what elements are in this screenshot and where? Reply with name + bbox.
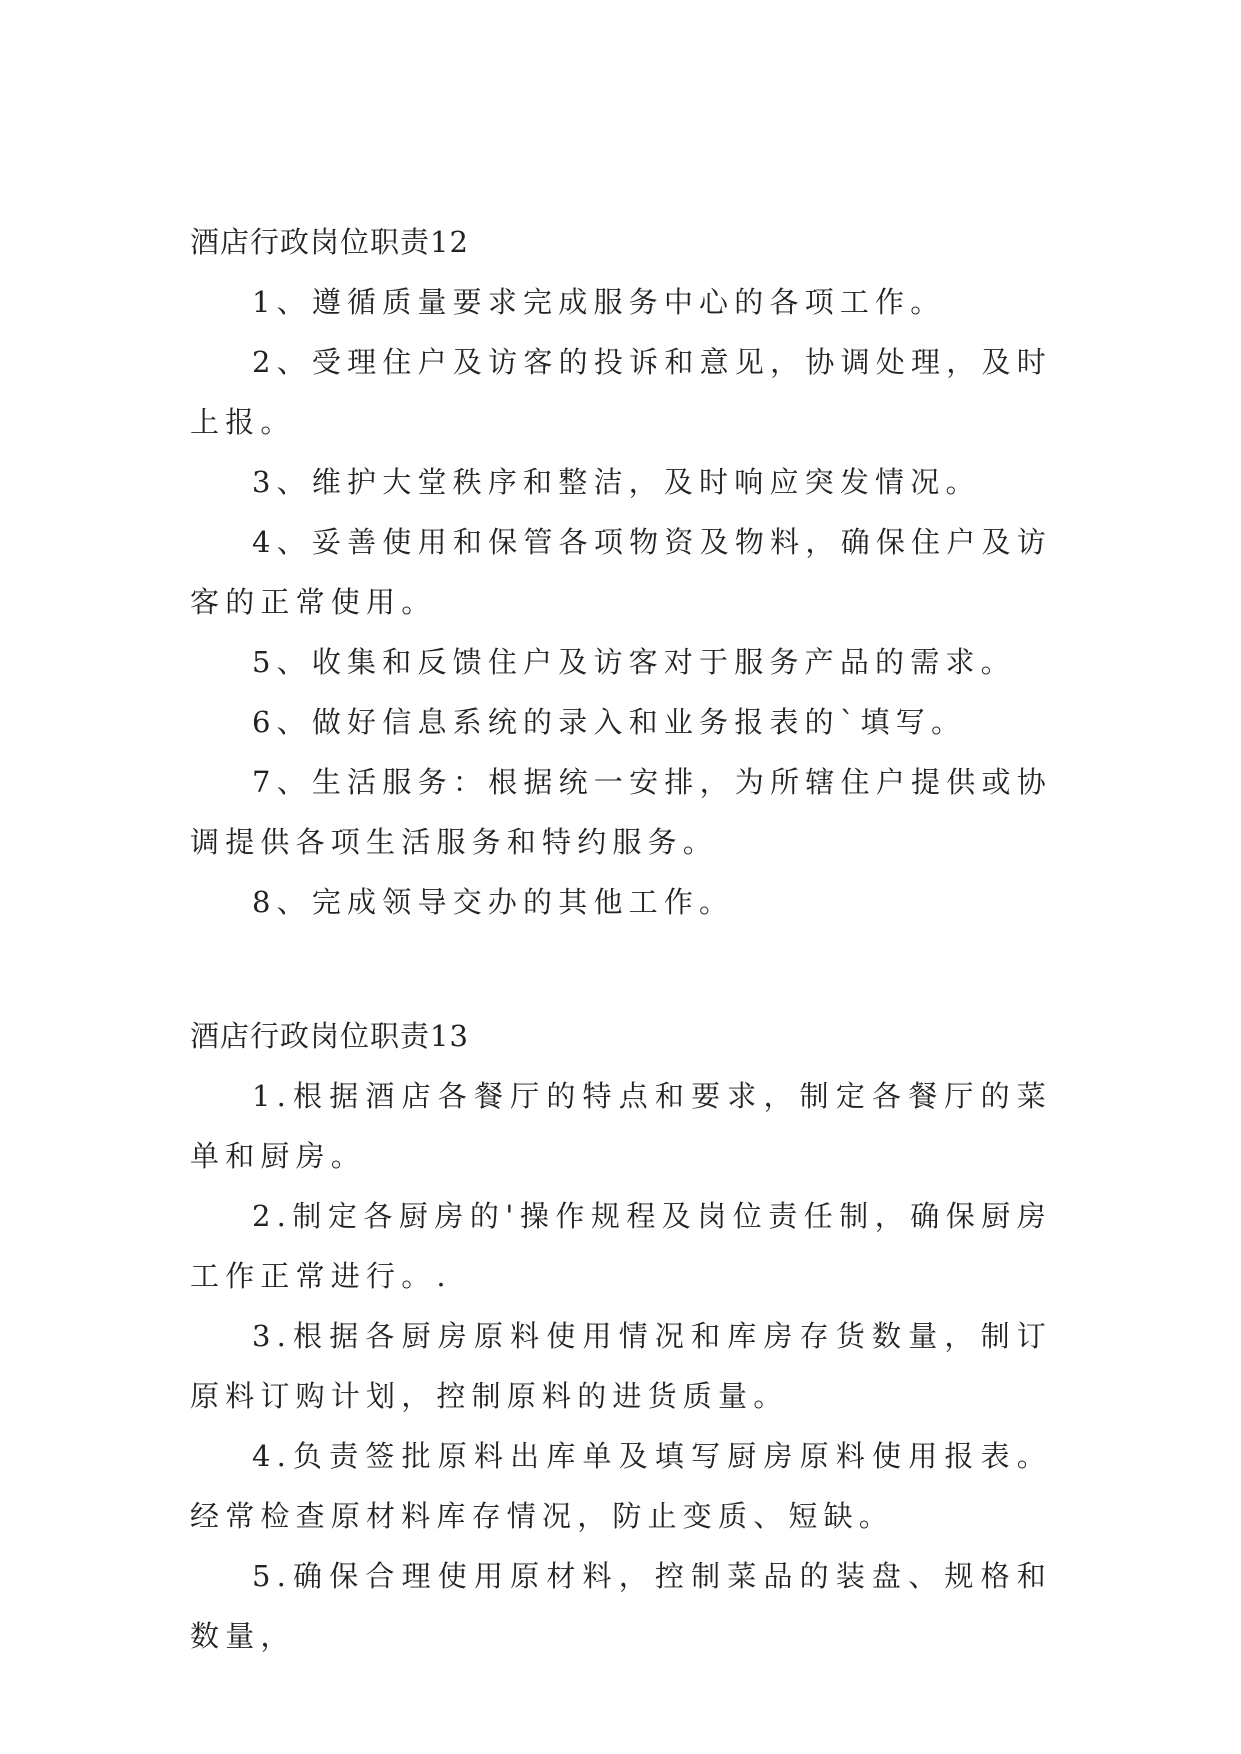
paragraph: 7、生活服务：根据统一安排，为所辖住户提供或协调提供各项生活服务和特约服务。 [190,765,1052,859]
paragraph: 5、收集和反馈住户及访客对于服务产品的需求。 [252,645,1016,679]
paragraph: 2、受理住户及访客的投诉和意见，协调处理，及时上报。 [190,345,1052,439]
paragraph: 3.根据各厨房原料使用情况和库房存货数量，制订原料订购计划，控制原料的进货质量。 [190,1319,1052,1413]
paragraph: 1.根据酒店各餐厅的特点和要求，制定各餐厅的菜单和厨房。 [190,1079,1052,1173]
paragraph: 2.制定各厨房的'操作规程及岗位责任制，确保厨房工作正常进行。. [190,1199,1052,1293]
paragraph: 3、维护大堂秩序和整洁，及时响应突发情况。 [252,465,981,499]
section-title: 酒店行政岗位职责13 [190,1019,469,1053]
section-12 [190,212,1052,932]
paragraph: 4.负责签批原料出库单及填写厨房原料使用报表。经常检查原材料库存情况，防止变质、短缺。 [190,1439,1052,1533]
paragraph: 8、完成领导交办的其他工作。 [252,885,735,919]
section-spacer [190,932,1052,1006]
document-content [190,212,1052,1666]
section-title: 酒店行政岗位职责12 [190,225,469,259]
section-13 [190,1006,1052,1666]
paragraph: 6、做好信息系统的录入和业务报表的`填写。 [252,705,967,739]
paragraph: 5.确保合理使用原材料，控制菜品的装盘、规格和数量， [190,1559,1052,1653]
paragraph: 1、遵循质量要求完成服务中心的各项工作。 [252,285,946,319]
paragraph: 4、妥善使用和保管各项物资及物料，确保住户及访客的正常使用。 [190,525,1052,619]
